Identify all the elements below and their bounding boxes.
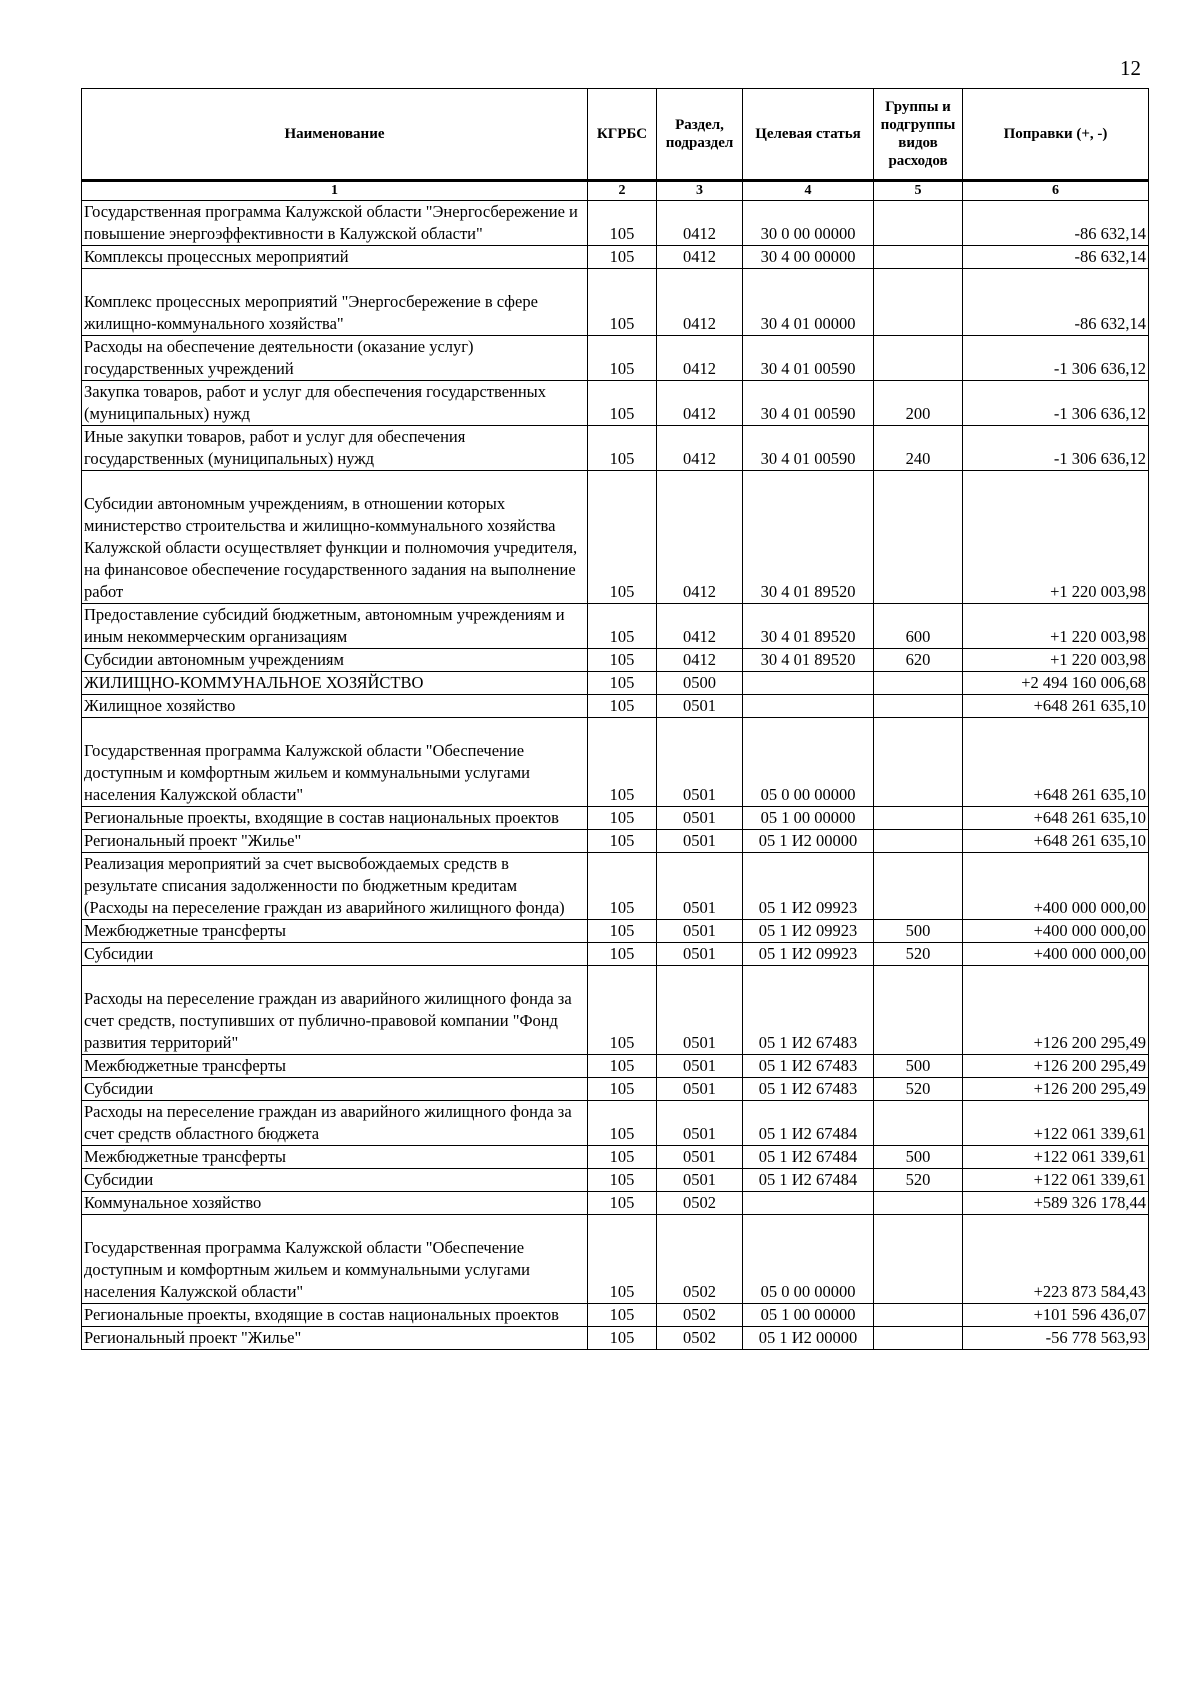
row-razdel: 0502 (657, 1192, 743, 1215)
table-row (82, 1146, 1149, 1169)
row-tselevaya (743, 695, 874, 718)
row-amount: +1 220 003,98 (963, 604, 1149, 649)
row-vid: 520 (874, 1078, 963, 1101)
row-kgrbs: 105 (588, 201, 657, 246)
table-row (82, 807, 1149, 830)
table-row (82, 1304, 1149, 1327)
row-vid (874, 830, 963, 853)
row-kgrbs: 105 (588, 853, 657, 920)
row-kgrbs: 105 (588, 604, 657, 649)
row-razdel: 0500 (657, 672, 743, 695)
row-kgrbs: 105 (588, 807, 657, 830)
row-razdel: 0502 (657, 1215, 743, 1304)
row-amount: +648 261 635,10 (963, 830, 1149, 853)
table-row (82, 695, 1149, 718)
column-number: 3 (657, 181, 743, 201)
row-vid (874, 1215, 963, 1304)
row-amount: -56 778 563,93 (963, 1327, 1149, 1350)
row-amount: -86 632,14 (963, 269, 1149, 336)
row-razdel: 0501 (657, 966, 743, 1055)
row-amount: -86 632,14 (963, 246, 1149, 269)
header-name: Наименование (82, 89, 588, 181)
row-kgrbs: 105 (588, 1101, 657, 1146)
header-row (82, 89, 1149, 181)
row-amount: +122 061 339,61 (963, 1169, 1149, 1192)
row-razdel: 0412 (657, 604, 743, 649)
row-amount: +223 873 584,43 (963, 1215, 1149, 1304)
row-vid (874, 807, 963, 830)
table-row (82, 920, 1149, 943)
table-row (82, 649, 1149, 672)
row-name: Государственная программа Калужской области "Обеспечение доступным и комфортным жильем и коммунальными услугами населения Калужской области" (82, 1215, 588, 1304)
page-number: 12 (1120, 56, 1141, 80)
row-tselevaya: 30 4 01 00590 (743, 336, 874, 381)
row-tselevaya: 05 1 И2 00000 (743, 830, 874, 853)
row-amount: +648 261 635,10 (963, 695, 1149, 718)
row-tselevaya: 30 4 01 89520 (743, 649, 874, 672)
row-razdel: 0501 (657, 943, 743, 966)
row-tselevaya: 05 1 И2 67484 (743, 1169, 874, 1192)
header-amount: Поправки (+, -) (963, 89, 1149, 181)
row-vid (874, 1101, 963, 1146)
row-vid: 200 (874, 381, 963, 426)
row-vid (874, 1304, 963, 1327)
row-razdel: 0412 (657, 649, 743, 672)
row-tselevaya: 30 4 01 00590 (743, 381, 874, 426)
row-kgrbs: 105 (588, 1192, 657, 1215)
row-razdel: 0412 (657, 426, 743, 471)
row-razdel: 0501 (657, 718, 743, 807)
row-name: Субсидии автономным учреждениям (82, 649, 588, 672)
row-tselevaya: 05 1 И2 67483 (743, 1078, 874, 1101)
row-kgrbs: 105 (588, 920, 657, 943)
row-name: ЖИЛИЩНО-КОММУНАЛЬНОЕ ХОЗЯЙСТВО (82, 672, 588, 695)
row-name: Субсидии (82, 1169, 588, 1192)
row-vid (874, 471, 963, 604)
row-name: Расходы на переселение граждан из аварийного жилищного фонда за счет средств областного бюджета (82, 1101, 588, 1146)
row-name: Межбюджетные трансферты (82, 1146, 588, 1169)
row-tselevaya: 05 1 И2 09923 (743, 853, 874, 920)
row-amount: +648 261 635,10 (963, 718, 1149, 807)
row-vid: 600 (874, 604, 963, 649)
row-name: Комплекс процессных мероприятий "Энергосбережение в сфере жилищно-коммунального хозяйства" (82, 269, 588, 336)
row-name: Государственная программа Калужской области "Обеспечение доступным и комфортным жильем и коммунальными услугами населения Калужской области" (82, 718, 588, 807)
row-vid: 500 (874, 1055, 963, 1078)
row-tselevaya: 30 4 01 89520 (743, 604, 874, 649)
row-tselevaya: 30 4 00 00000 (743, 246, 874, 269)
row-name: Региональный проект "Жилье" (82, 1327, 588, 1350)
header-vid: Группы и подгруппы видов расходов (874, 89, 963, 181)
row-vid: 520 (874, 1169, 963, 1192)
table-row (82, 1327, 1149, 1350)
row-amount: +1 220 003,98 (963, 471, 1149, 604)
header-razdel: Раздел, подраздел (657, 89, 743, 181)
row-amount: +122 061 339,61 (963, 1101, 1149, 1146)
row-razdel: 0501 (657, 1146, 743, 1169)
row-kgrbs: 105 (588, 672, 657, 695)
row-vid: 620 (874, 649, 963, 672)
row-kgrbs: 105 (588, 246, 657, 269)
table-row (82, 1169, 1149, 1192)
table-row (82, 246, 1149, 269)
row-tselevaya: 05 1 И2 09923 (743, 943, 874, 966)
row-amount: +126 200 295,49 (963, 1078, 1149, 1101)
table-row (82, 336, 1149, 381)
table-row (82, 966, 1149, 1055)
row-name: Коммунальное хозяйство (82, 1192, 588, 1215)
row-amount: +589 326 178,44 (963, 1192, 1149, 1215)
row-razdel: 0501 (657, 920, 743, 943)
row-vid (874, 672, 963, 695)
header-tselevaya: Целевая статья (743, 89, 874, 181)
row-amount: +122 061 339,61 (963, 1146, 1149, 1169)
row-kgrbs: 105 (588, 649, 657, 672)
row-tselevaya: 05 1 И2 00000 (743, 1327, 874, 1350)
row-razdel: 0502 (657, 1327, 743, 1350)
row-tselevaya: 05 1 И2 67483 (743, 966, 874, 1055)
row-kgrbs: 105 (588, 1215, 657, 1304)
row-razdel: 0501 (657, 1101, 743, 1146)
row-kgrbs: 105 (588, 1327, 657, 1350)
row-vid (874, 201, 963, 246)
row-vid (874, 1327, 963, 1350)
row-kgrbs: 105 (588, 1078, 657, 1101)
row-vid: 500 (874, 920, 963, 943)
row-razdel: 0412 (657, 246, 743, 269)
row-name: Региональные проекты, входящие в состав национальных проектов (82, 1304, 588, 1327)
row-tselevaya: 05 1 И2 67483 (743, 1055, 874, 1078)
row-vid: 520 (874, 943, 963, 966)
table-row (82, 830, 1149, 853)
table-row (82, 1078, 1149, 1101)
table-row (82, 201, 1149, 246)
row-kgrbs: 105 (588, 381, 657, 426)
row-tselevaya: 05 1 00 00000 (743, 807, 874, 830)
column-number: 2 (588, 181, 657, 201)
row-razdel: 0501 (657, 1078, 743, 1101)
column-number-row (82, 181, 1149, 201)
row-kgrbs: 105 (588, 1055, 657, 1078)
table-row (82, 1101, 1149, 1146)
row-tselevaya: 05 1 И2 67484 (743, 1101, 874, 1146)
row-amount: +2 494 160 006,68 (963, 672, 1149, 695)
row-kgrbs: 105 (588, 695, 657, 718)
row-kgrbs: 105 (588, 943, 657, 966)
row-razdel: 0412 (657, 201, 743, 246)
row-kgrbs: 105 (588, 830, 657, 853)
row-vid (874, 695, 963, 718)
row-amount: +648 261 635,10 (963, 807, 1149, 830)
row-tselevaya: 05 1 00 00000 (743, 1304, 874, 1327)
column-number: 1 (82, 181, 588, 201)
row-tselevaya (743, 672, 874, 695)
row-name: Региональный проект "Жилье" (82, 830, 588, 853)
row-kgrbs: 105 (588, 471, 657, 604)
row-razdel: 0501 (657, 853, 743, 920)
row-kgrbs: 105 (588, 1169, 657, 1192)
row-vid (874, 853, 963, 920)
row-razdel: 0501 (657, 1169, 743, 1192)
row-tselevaya: 30 0 00 00000 (743, 201, 874, 246)
row-amount: +1 220 003,98 (963, 649, 1149, 672)
table-row (82, 604, 1149, 649)
row-razdel: 0412 (657, 336, 743, 381)
row-vid (874, 966, 963, 1055)
row-razdel: 0412 (657, 381, 743, 426)
row-tselevaya: 05 0 00 00000 (743, 718, 874, 807)
row-amount: +126 200 295,49 (963, 1055, 1149, 1078)
row-name: Субсидии (82, 943, 588, 966)
row-name: Предоставление субсидий бюджетным, автономным учреждениям и иным некоммерческим организациям (82, 604, 588, 649)
row-name: Расходы на переселение граждан из аварийного жилищного фонда за счет средств, поступивших от публично-правовой компании "Фонд развития территорий" (82, 966, 588, 1055)
row-amount: -1 306 636,12 (963, 381, 1149, 426)
row-razdel: 0412 (657, 471, 743, 604)
table-row (82, 853, 1149, 920)
row-amount: +400 000 000,00 (963, 943, 1149, 966)
row-tselevaya: 30 4 01 89520 (743, 471, 874, 604)
row-amount: -1 306 636,12 (963, 336, 1149, 381)
row-name: Закупка товаров, работ и услуг для обеспечения государственных (муниципальных) нужд (82, 381, 588, 426)
table-row (82, 1215, 1149, 1304)
row-amount: -86 632,14 (963, 201, 1149, 246)
row-amount: +400 000 000,00 (963, 853, 1149, 920)
table-row (82, 1055, 1149, 1078)
row-name: Субсидии (82, 1078, 588, 1101)
row-kgrbs: 105 (588, 1304, 657, 1327)
row-name: Комплексы процессных мероприятий (82, 246, 588, 269)
row-razdel: 0501 (657, 695, 743, 718)
row-kgrbs: 105 (588, 426, 657, 471)
row-kgrbs: 105 (588, 336, 657, 381)
row-name: Расходы на обеспечение деятельности (оказание услуг) государственных учреждений (82, 336, 588, 381)
row-vid (874, 246, 963, 269)
row-vid (874, 1192, 963, 1215)
row-vid (874, 336, 963, 381)
table-row (82, 426, 1149, 471)
row-vid: 240 (874, 426, 963, 471)
row-name: Государственная программа Калужской области "Энергосбережение и повышение энергоэффективности в Калужской области" (82, 201, 588, 246)
table-body (82, 201, 1149, 1350)
row-tselevaya (743, 1192, 874, 1215)
row-razdel: 0501 (657, 1055, 743, 1078)
table-row (82, 672, 1149, 695)
table-row (82, 269, 1149, 336)
header-kgrbs: КГРБС (588, 89, 657, 181)
row-tselevaya: 30 4 01 00000 (743, 269, 874, 336)
row-kgrbs: 105 (588, 1146, 657, 1169)
table-row (82, 1192, 1149, 1215)
row-razdel: 0412 (657, 269, 743, 336)
table-row (82, 381, 1149, 426)
row-name: Межбюджетные трансферты (82, 1055, 588, 1078)
row-amount: +101 596 436,07 (963, 1304, 1149, 1327)
column-number: 6 (963, 181, 1149, 201)
row-kgrbs: 105 (588, 966, 657, 1055)
row-razdel: 0501 (657, 807, 743, 830)
row-razdel: 0502 (657, 1304, 743, 1327)
row-name: Региональные проекты, входящие в состав национальных проектов (82, 807, 588, 830)
row-kgrbs: 105 (588, 718, 657, 807)
table-row (82, 471, 1149, 604)
row-name: Жилищное хозяйство (82, 695, 588, 718)
row-amount: +400 000 000,00 (963, 920, 1149, 943)
row-name: Реализация мероприятий за счет высвобождаемых средств в результате списания задолженности по бюджетным кредитам (Расходы на переселение граждан из аварийного жилищного фонда) (82, 853, 588, 920)
column-number: 5 (874, 181, 963, 201)
row-tselevaya: 05 1 И2 09923 (743, 920, 874, 943)
row-tselevaya: 05 0 00 00000 (743, 1215, 874, 1304)
row-vid (874, 718, 963, 807)
column-number: 4 (743, 181, 874, 201)
row-razdel: 0501 (657, 830, 743, 853)
table-row (82, 718, 1149, 807)
row-kgrbs: 105 (588, 269, 657, 336)
row-name: Субсидии автономным учреждениям, в отношении которых министерство строительства и жилищно-коммунального хозяйства Калужской области осуществляет функции и полномочия учредителя, на финансовое обеспечение государственного задания на выполнение работ (82, 471, 588, 604)
row-name: Иные закупки товаров, работ и услуг для обеспечения государственных (муниципальных) нужд (82, 426, 588, 471)
row-tselevaya: 30 4 01 00590 (743, 426, 874, 471)
row-name: Межбюджетные трансферты (82, 920, 588, 943)
row-vid: 500 (874, 1146, 963, 1169)
row-amount: +126 200 295,49 (963, 966, 1149, 1055)
table-row (82, 943, 1149, 966)
row-amount: -1 306 636,12 (963, 426, 1149, 471)
row-tselevaya: 05 1 И2 67484 (743, 1146, 874, 1169)
budget-table (81, 88, 1149, 1350)
row-vid (874, 269, 963, 336)
